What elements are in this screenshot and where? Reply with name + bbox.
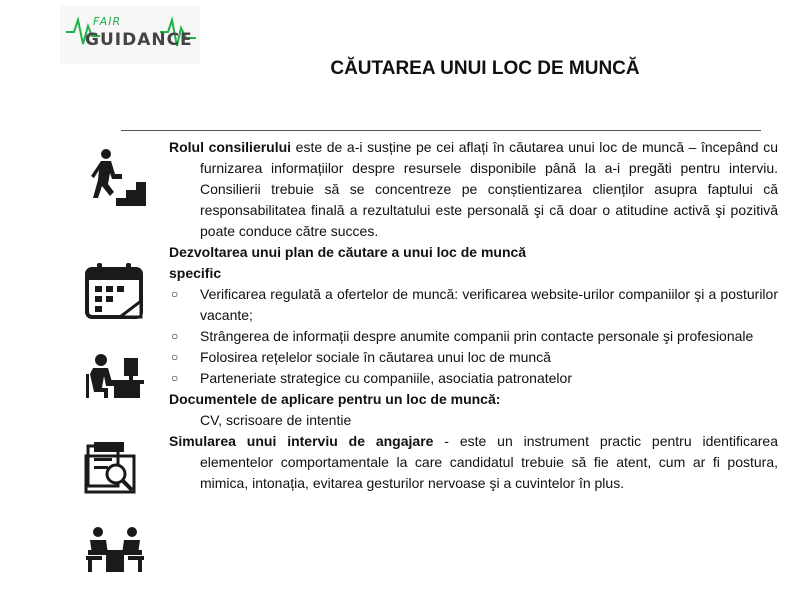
interview-simulation-heading: Simularea unui interviu de angajare (169, 433, 434, 449)
calendar-icon (84, 261, 146, 321)
fair-guidance-logo (60, 6, 200, 64)
counselor-role-text: este de a-i susține pe cei aflați în căutarea unui loc de muncă – începând cu furnizarea informațiilor despre resursele disponibile până la a-i pregăti pentru interviu. Consilierii trebuie să se concentreze pe conștientizarea clienților asupra faptului că responsabilitatea finală a rezultatului este personală şi că doar o atitudine activă şi pozitivă poate conduce către succes. (200, 139, 778, 239)
desk-worker-icon (84, 352, 146, 400)
title-divider (121, 130, 761, 131)
list-item: ○ Folosirea rețelelor sociale în căutarea unui loc de muncă (169, 347, 778, 368)
list-item: ○ Strângerea de informații despre anumite companii prin contacte personale şi profesionale (169, 326, 778, 347)
logo-top-word: FAIR (93, 15, 122, 28)
list-item: ○ Parteneriate strategice cu companiile, asociatia patronatelor (169, 368, 778, 389)
interview-simulation-paragraph (169, 431, 778, 494)
logo-bottom-word: GUIDANCE (85, 30, 193, 50)
job-search-plan-heading: Dezvoltarea unui plan de căutare a unui loc de muncă (169, 244, 527, 260)
bullet-circle-icon: ○ (171, 350, 179, 364)
document-search-icon (84, 440, 140, 494)
counselor-role-heading: Rolul consilierului (169, 139, 292, 155)
job-search-plan-heading-line2: specific (169, 265, 222, 281)
stairs-climber-icon (88, 148, 148, 208)
meeting-table-icon (84, 526, 146, 572)
job-search-plan-list (169, 284, 778, 389)
application-documents-text: CV, scrisoare de intentie (200, 412, 352, 428)
list-item: ○ Verificarea regulată a ofertelor de muncă: verificarea website-urilor companiilor şi a posturilor vacante; (171, 286, 778, 323)
bullet-circle-icon: ○ (171, 329, 179, 343)
counselor-role-paragraph (169, 137, 778, 242)
bullet-circle-icon: ○ (171, 371, 179, 385)
main-content (169, 137, 778, 494)
page-title: CĂUTAREA UNUI LOC DE MUNCĂ (330, 58, 640, 79)
application-documents-heading: Documentele de aplicare pentru un loc de muncă: (169, 391, 501, 407)
bullet-circle-icon: ○ (171, 287, 179, 301)
interview-simulation-text: - este un instrument practic pentru identificarea elementelor comportamentale la care candidatul trebuie să fie atent, cum ar fi postura, mimica, intonația, evitarea gesturilor nervoase şi a cuvintelor în plus. (200, 433, 778, 491)
